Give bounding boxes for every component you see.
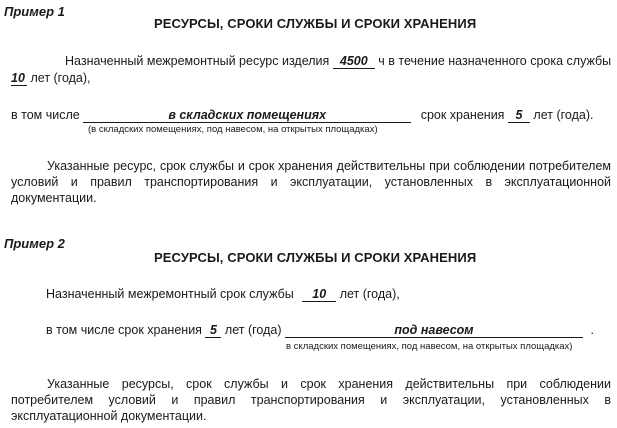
example1-note: Указанные ресурс, срок службы и срок хранения действительны при соблюдении потребителем условий и правил транспортирования и эксплуатации, установленных в эксплуатационной документации. bbox=[11, 159, 611, 205]
example1-label: Пример 1 bbox=[4, 4, 65, 19]
example1-title: РЕСУРСЫ, СРОКИ СЛУЖБЫ И СРОКИ ХРАНЕНИЯ bbox=[154, 16, 477, 31]
example2-hint: в складских помещениях, под навесом, на открытых площадках) bbox=[286, 341, 573, 352]
example1-line3 bbox=[11, 108, 593, 123]
example2-label: Пример 2 bbox=[4, 236, 65, 251]
example1-line1-text: Назначенный межремонтный ресурс изделия bbox=[65, 54, 330, 68]
example2-line2-end: . bbox=[590, 323, 594, 337]
example2-title: РЕСУРСЫ, СРОКИ СЛУЖБЫ И СРОКИ ХРАНЕНИЯ bbox=[154, 250, 477, 265]
example1-resource-value: 4500 bbox=[333, 55, 375, 69]
example1-storage-value: 5 bbox=[508, 109, 530, 123]
example2-line2 bbox=[46, 323, 594, 338]
example1-line2 bbox=[11, 71, 91, 86]
example2-line1-post: лет (года), bbox=[339, 287, 400, 301]
example2-note: Указанные ресурсы, срок службы и срок хранения действительны при соблюдении потребителем условий и правил транспортирования и эксплуатации, установленных в эксплуатационной документации. bbox=[11, 377, 611, 423]
example1-line3-mid: срок хранения bbox=[420, 108, 505, 122]
example1-storage-place: в складских помещениях bbox=[83, 109, 411, 123]
example1-line1-post: ч в течение назначенного срока службы bbox=[378, 54, 612, 68]
example2-line2-pre: в том числе срок хранения bbox=[46, 323, 202, 337]
example2-line2-mid: лет (года) bbox=[224, 323, 282, 337]
example2-service-value: 10 bbox=[302, 288, 336, 302]
example1-service-value: 10 bbox=[11, 72, 27, 86]
example2-line1-pre: Назначенный межремонтный срок службы bbox=[46, 287, 294, 301]
example2-storage-place: под навесом bbox=[285, 324, 583, 338]
example1-line3-pre: в том числе bbox=[11, 108, 80, 122]
example2-storage-value: 5 bbox=[205, 324, 221, 338]
example1-line2-post: лет (года), bbox=[30, 71, 91, 85]
example1-line3-post: лет (года). bbox=[533, 108, 594, 122]
example2-line1 bbox=[46, 287, 400, 302]
example1-line1 bbox=[65, 54, 611, 69]
example1-hint: (в складских помещениях, под навесом, на открытых площадках) bbox=[88, 124, 378, 135]
